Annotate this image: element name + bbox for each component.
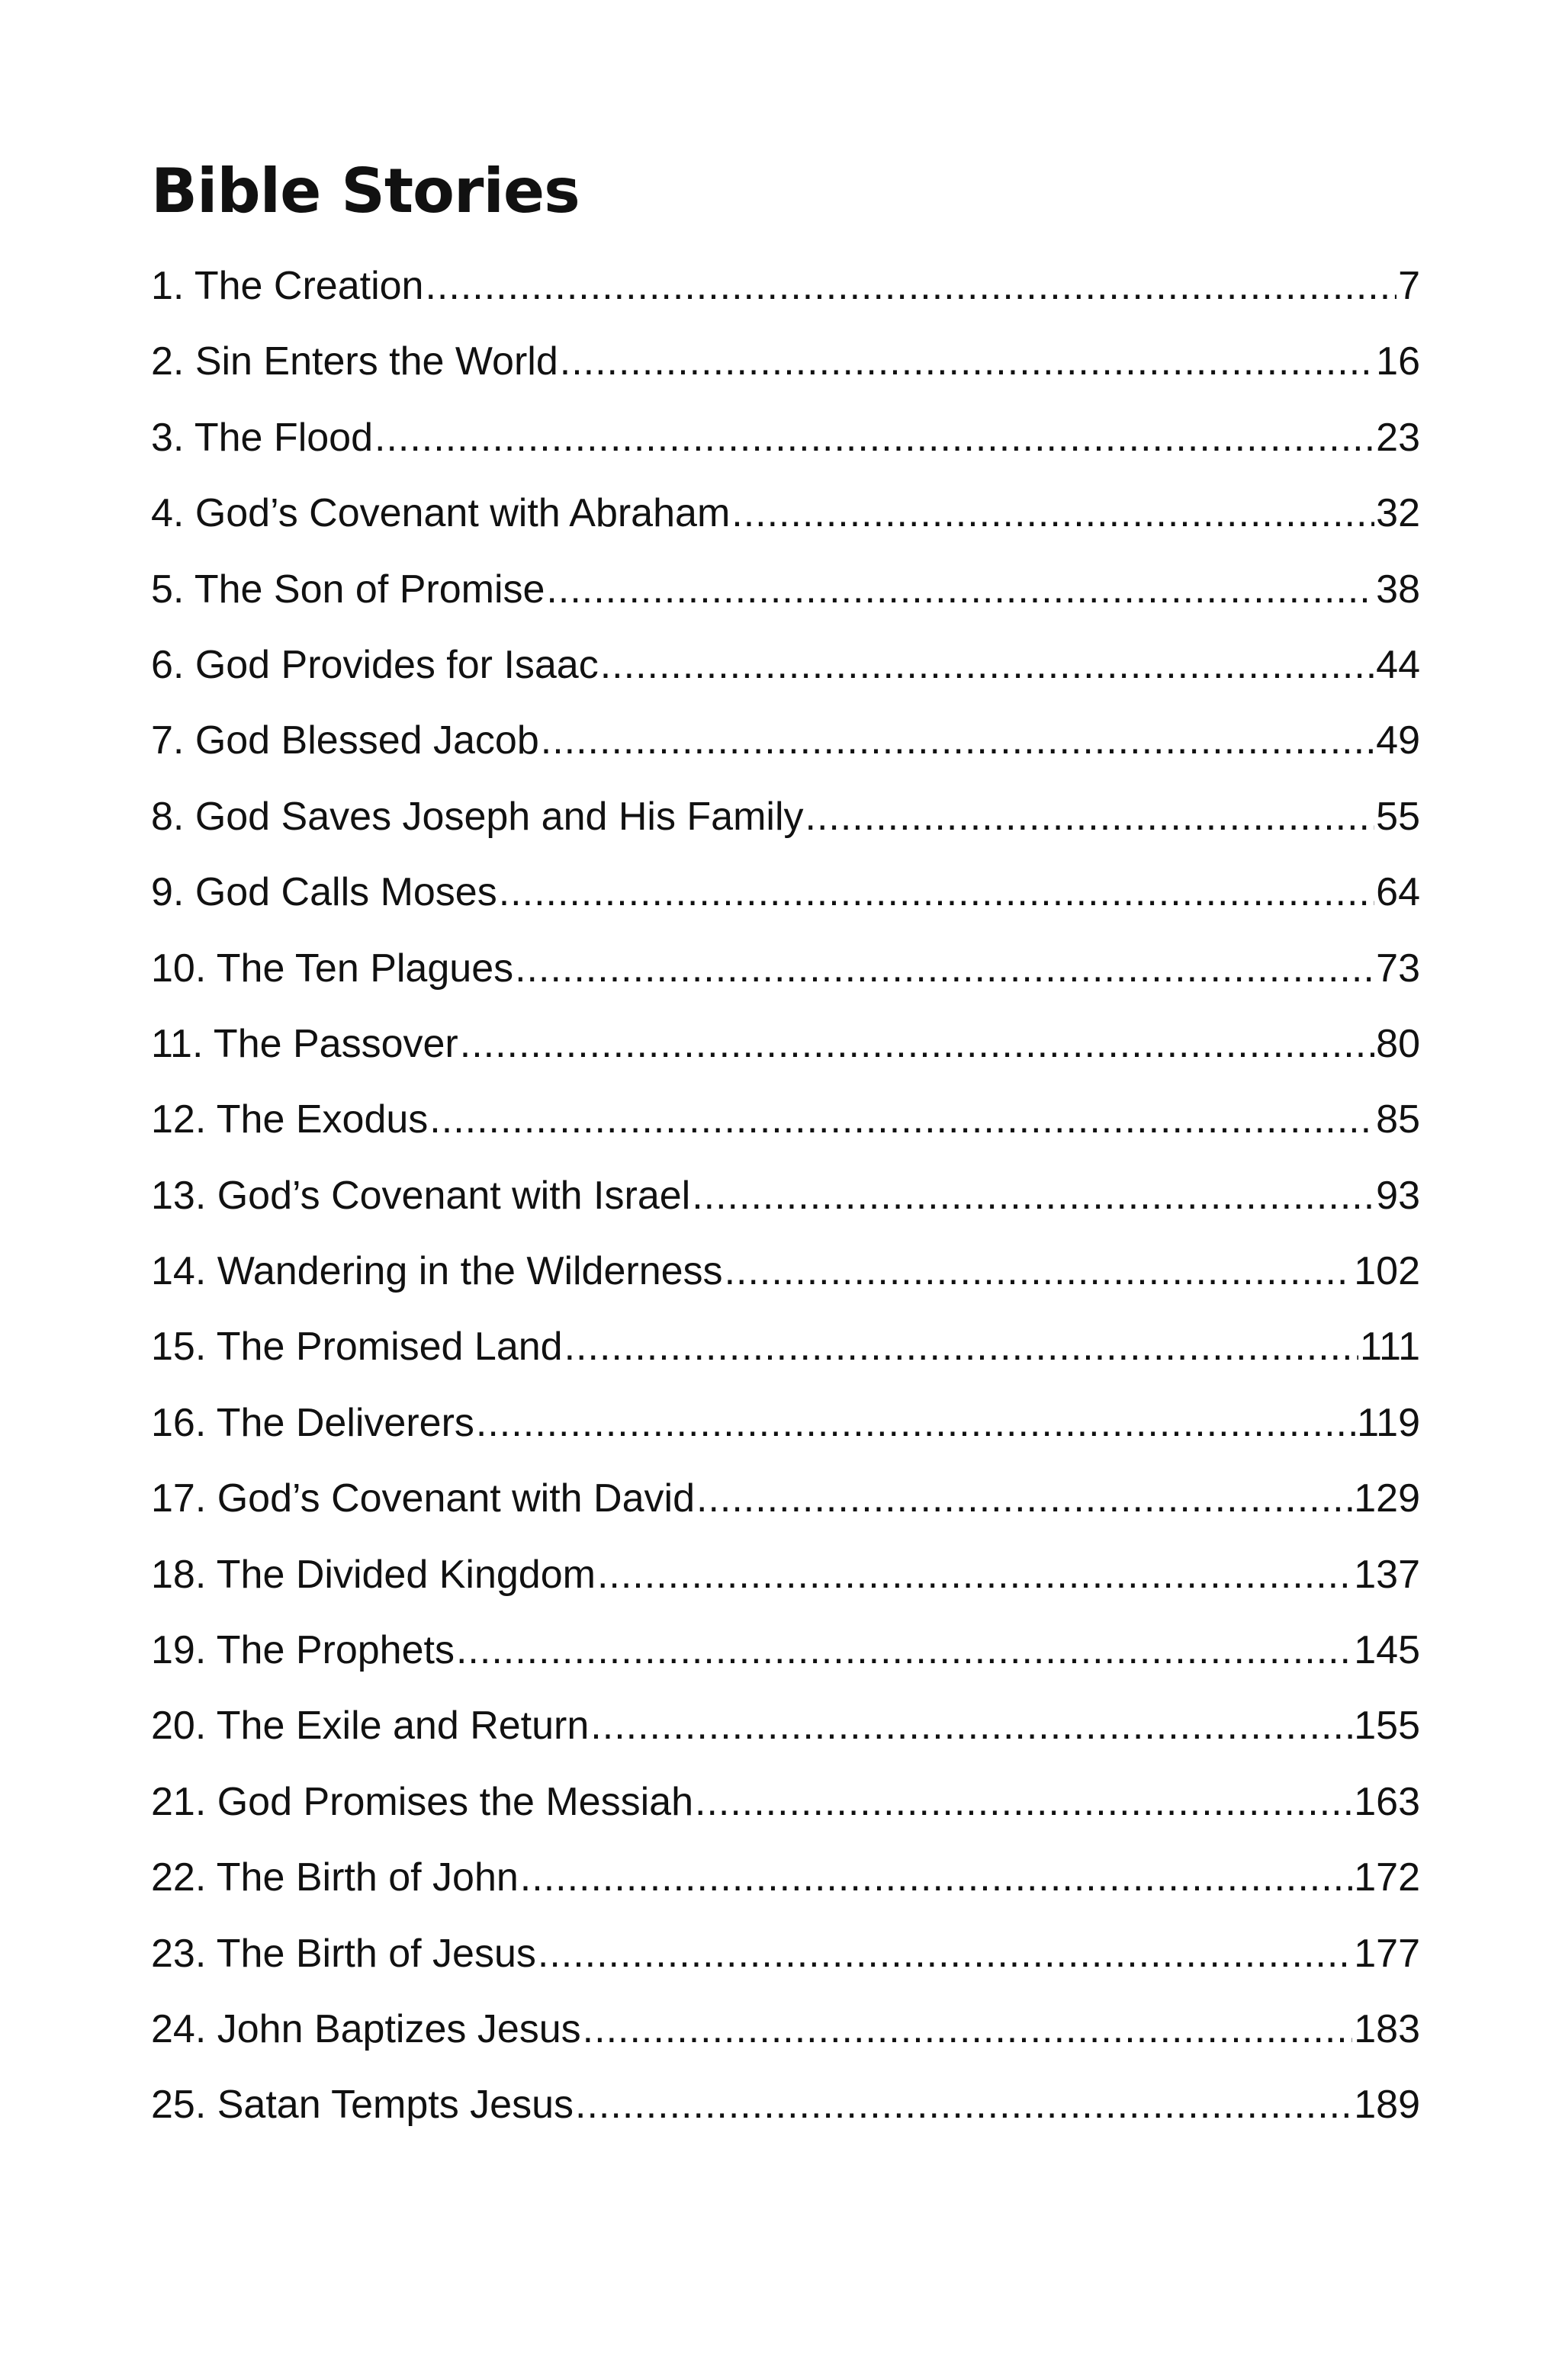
dot-leader: [546, 564, 1374, 615]
toc-entry-title: 16. The Deliverers: [151, 1400, 474, 1445]
toc-entry-page-number: 85: [1376, 1097, 1420, 1142]
toc-entry[interactable]: [151, 413, 1420, 488]
toc-entry-title: 22. The Birth of John: [151, 1855, 519, 1900]
toc-entry-title: 1. The Creation: [151, 264, 424, 308]
toc-entry-title: 20. The Exile and Return: [151, 1704, 590, 1749]
toc-entry-title: 15. The Promised Land: [151, 1325, 563, 1370]
dot-leader: [456, 1625, 1352, 1675]
toc-entry-page-number: 38: [1376, 567, 1420, 612]
toc-entry[interactable]: [151, 1094, 1420, 1170]
toc-entry-title: 18. The Divided Kingdom: [151, 1552, 596, 1597]
dot-leader: [583, 2004, 1353, 2054]
dot-leader: [575, 2080, 1352, 2130]
toc-entry-title: 10. The Ten Plagues: [151, 946, 514, 991]
toc-entry-page-number: 16: [1376, 339, 1420, 384]
toc-entry-page-number: 111: [1359, 1325, 1420, 1370]
toc-entry[interactable]: [151, 488, 1420, 564]
dot-leader: [520, 1852, 1352, 1903]
toc-entry-page-number: 102: [1354, 1249, 1420, 1294]
toc-entry[interactable]: [151, 1852, 1420, 1928]
toc-entry-page-number: 137: [1354, 1552, 1420, 1597]
toc-entry-title: 21. God Promises the Messiah: [151, 1779, 693, 1824]
dot-leader: [374, 413, 1374, 463]
toc-title: Bible Stories: [151, 156, 580, 226]
toc-entry-page-number: 55: [1376, 794, 1420, 839]
dot-leader: [460, 1019, 1374, 1069]
dot-leader: [538, 1929, 1352, 1979]
toc-entry-page-number: 177: [1354, 1931, 1420, 1976]
dot-leader: [695, 1777, 1352, 1827]
toc-entry[interactable]: [151, 1246, 1420, 1322]
toc-entry[interactable]: [151, 564, 1420, 640]
toc-entry-title: 8. God Saves Joseph and His Family: [151, 794, 804, 839]
toc-entry[interactable]: [151, 2004, 1420, 2080]
dot-leader: [597, 1550, 1352, 1600]
dot-leader: [429, 1094, 1374, 1145]
toc-entry[interactable]: [151, 640, 1420, 715]
dot-leader: [560, 336, 1374, 387]
toc-entry-page-number: 64: [1376, 870, 1420, 915]
dot-leader: [692, 1171, 1374, 1221]
toc-entry-title: 23. The Birth of Jesus: [151, 1931, 536, 1976]
toc-entry-page-number: 183: [1354, 2006, 1420, 2051]
dot-leader: [564, 1322, 1358, 1372]
toc-entry-title: 2. Sin Enters the World: [151, 339, 558, 384]
toc-entry-title: 5. The Son of Promise: [151, 567, 545, 612]
toc-entry-title: 12. The Exodus: [151, 1097, 429, 1142]
toc-entry[interactable]: [151, 1701, 1420, 1776]
toc-entry[interactable]: [151, 715, 1420, 791]
table-of-contents: [151, 149, 1420, 2156]
dot-leader: [476, 1398, 1355, 1448]
toc-entry[interactable]: [151, 1019, 1420, 1094]
toc-entry-page-number: 189: [1354, 2083, 1420, 2128]
dot-leader: [696, 1473, 1352, 1524]
toc-entry-page-number: 163: [1354, 1779, 1420, 1824]
toc-entry[interactable]: [151, 1550, 1420, 1625]
toc-entry-page-number: 119: [1357, 1400, 1420, 1445]
toc-entry-page-number: 145: [1354, 1628, 1420, 1673]
toc-entry[interactable]: [151, 1473, 1420, 1549]
toc-entry-page-number: 32: [1376, 491, 1420, 536]
toc-entry-title: 19. The Prophets: [151, 1628, 455, 1673]
dot-leader: [515, 943, 1374, 994]
toc-entry-title: 13. God’s Covenant with Israel: [151, 1173, 691, 1218]
toc-entry[interactable]: [151, 1171, 1420, 1246]
toc-entry-title: 24. John Baptizes Jesus: [151, 2006, 581, 2051]
toc-entry-page-number: 172: [1354, 1855, 1420, 1900]
toc-entry[interactable]: [151, 261, 1420, 336]
toc-entry[interactable]: [151, 943, 1420, 1019]
toc-entry[interactable]: [151, 1625, 1420, 1701]
toc-entry-title: 11. The Passover: [151, 1021, 458, 1066]
dot-leader: [499, 867, 1374, 917]
toc-entry-page-number: 93: [1376, 1173, 1420, 1218]
toc-entry-title: 6. God Provides for Isaac: [151, 642, 599, 687]
toc-entry-page-number: 80: [1376, 1021, 1420, 1066]
toc-entry[interactable]: [151, 1777, 1420, 1852]
toc-entry-page-number: 155: [1354, 1704, 1420, 1749]
toc-entry-title: 25. Satan Tempts Jesus: [151, 2083, 574, 2128]
toc-entry-title: 7. God Blessed Jacob: [151, 718, 539, 763]
toc-entry-page-number: 49: [1376, 718, 1420, 763]
toc-entry[interactable]: [151, 2080, 1420, 2155]
toc-entry-title: 14. Wandering in the Wilderness: [151, 1249, 723, 1294]
toc-entry[interactable]: [151, 336, 1420, 412]
toc-entry-title: 3. The Flood: [151, 415, 374, 460]
toc-entry-title: 4. God’s Covenant with Abraham: [151, 491, 731, 536]
dot-leader: [425, 261, 1396, 311]
dot-leader: [805, 792, 1375, 842]
toc-entry-page-number: 44: [1376, 642, 1420, 687]
dot-leader: [600, 640, 1374, 690]
toc-entry-page-number: 73: [1376, 946, 1420, 991]
toc-entry[interactable]: [151, 792, 1420, 867]
toc-entry[interactable]: [151, 1398, 1420, 1473]
dot-leader: [541, 715, 1374, 766]
toc-entry-page-number: 23: [1376, 415, 1420, 460]
toc-entry[interactable]: [151, 1929, 1420, 2004]
toc-entry-page-number: 7: [1398, 264, 1420, 308]
toc-entry-title: 9. God Calls Moses: [151, 870, 497, 915]
toc-entry-page-number: 129: [1354, 1476, 1420, 1521]
toc-list: [151, 261, 1420, 2156]
dot-leader: [731, 488, 1374, 538]
dot-leader: [725, 1246, 1353, 1296]
toc-entry[interactable]: [151, 867, 1420, 943]
toc-entry-title: 17. God’s Covenant with David: [151, 1476, 695, 1521]
toc-entry[interactable]: [151, 1322, 1420, 1397]
dot-leader: [590, 1701, 1352, 1751]
